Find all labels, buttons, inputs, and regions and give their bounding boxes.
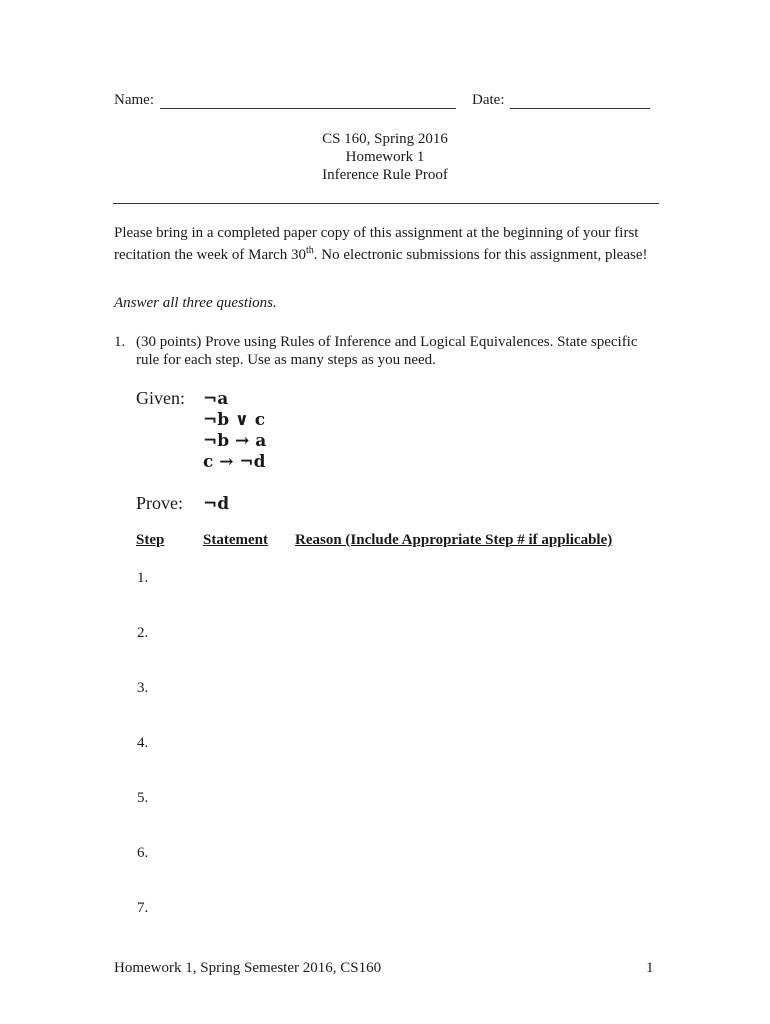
step-row-3: 3. bbox=[137, 680, 149, 696]
column-header-statement: Statement bbox=[203, 532, 268, 548]
premise-2: ¬b ∨ c bbox=[203, 410, 266, 430]
page-number: 1 bbox=[646, 960, 654, 976]
instructions-paragraph bbox=[114, 224, 659, 264]
step-row-7: 7. bbox=[137, 900, 149, 916]
step-row-2: 2. bbox=[137, 625, 149, 641]
homework-subtitle: Inference Rule Proof bbox=[322, 167, 448, 183]
premise-4: c → ¬d bbox=[203, 452, 266, 472]
name-field bbox=[114, 92, 456, 109]
name-blank-line[interactable] bbox=[160, 92, 456, 109]
premise-1: ¬a bbox=[203, 389, 229, 409]
title-divider bbox=[113, 203, 659, 204]
footer-text: Homework 1, Spring Semester 2016, CS160 bbox=[114, 960, 382, 976]
instructions-text-1: Please bring in a completed paper copy of this assignment at the beginning of your first recitation the week of March 30 bbox=[114, 225, 639, 263]
step-row-4: 4. bbox=[137, 735, 149, 751]
instructions-superscript: th bbox=[306, 245, 314, 256]
instructions-note: Answer all three questions. bbox=[114, 295, 277, 311]
prove-label: Prove: bbox=[136, 493, 183, 513]
question-number: 1. bbox=[114, 334, 126, 350]
instructions-text-2: . No electronic submissions for this assignment, please! bbox=[313, 247, 648, 263]
date-label: Date: bbox=[472, 92, 505, 108]
document-title bbox=[0, 130, 770, 184]
prove-goal: ¬d bbox=[203, 494, 230, 514]
date-blank-line[interactable] bbox=[510, 92, 650, 109]
step-row-5: 5. bbox=[137, 790, 149, 806]
question-text: (30 points) Prove using Rules of Inference and Logical Equivalences. State specific rule for each step. Use as many steps as you need. bbox=[136, 334, 638, 368]
step-row-1: 1. bbox=[137, 570, 149, 586]
column-header-reason: Reason (Include Appropriate Step # if applicable) bbox=[295, 532, 613, 548]
given-label: Given: bbox=[136, 388, 185, 408]
course-title: CS 160, Spring 2016 bbox=[322, 131, 448, 147]
question-1 bbox=[114, 333, 659, 369]
name-label: Name: bbox=[114, 92, 154, 108]
column-header-step: Step bbox=[136, 532, 165, 548]
premise-3: ¬b → a bbox=[203, 431, 267, 451]
step-row-6: 6. bbox=[137, 845, 149, 861]
homework-title: Homework 1 bbox=[345, 149, 425, 165]
date-field bbox=[472, 92, 650, 109]
